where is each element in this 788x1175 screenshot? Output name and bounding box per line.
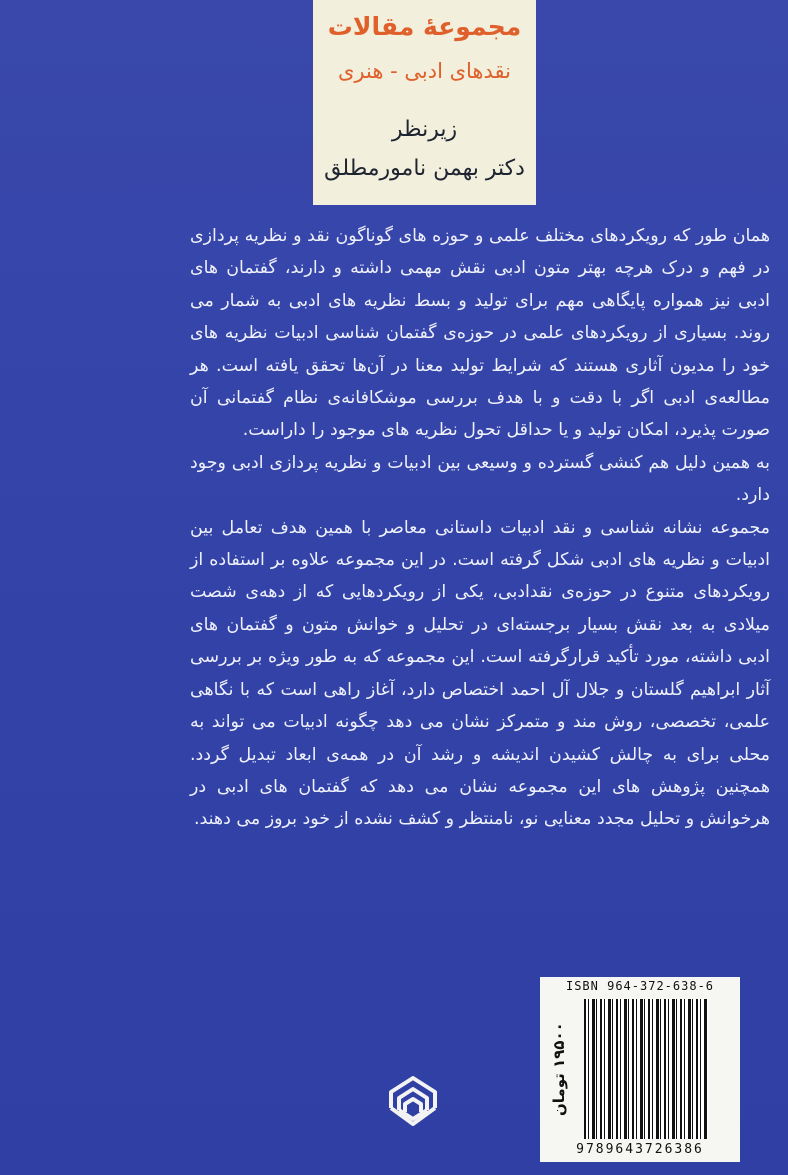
- isbn-text: ISBN 964-372-638-6: [565, 979, 715, 993]
- editor-name: دکتر بهمن نامورمطلق: [324, 156, 525, 181]
- price-barcode-sticker: [540, 977, 740, 1162]
- blurb-text: [190, 220, 770, 836]
- blurb-paragraph: مجموعه نشانه شناسی و نقد ادبیات داستانی معاصر با همین هدف تعامل بین ادبیات و نظریه های ادبی شکل گرفته است. در این مجموعه علاوه بر استفاده از رویکردهای متنوع در حوزه‌ی نقدادبی، یکی از رویکردهایی که از دهه‌ی شصت میلادی به بعد نقش بسیار برجسته‌ای در تحلیل و خوانش متون و گفتمان های ادبی داشته، مورد تأکید قرارگرفته است. این مجموعه که به طور ویژه بر بررسی آثار ابراهیم گلستان و جلال آل احمد اختصاص دارد، آغاز راهی است که با نگاهی علمی، تخصصی، روش مند و متمرکز نشان می دهد چگونه ادبیات می تواند به محلی برای به چالش کشیدن اندیشه و رشد آن در همه‌ی ابعاد تبدیل گردد. همچنین پژوهش های این مجموعه نشان می دهد که گفتمان های ادبی در هرخوانش و تحلیل مجدد معنایی نو، نامنتظر و کشف نشده از خود بروز می دهند.: [190, 517, 770, 830]
- editor-label: زیرنظر: [391, 117, 458, 142]
- barcode-icon: [584, 999, 708, 1139]
- series-subtitle: نقدهای ادبی - هنری: [338, 59, 511, 83]
- blurb-paragraph: به همین دلیل هم کنشی گسترده و وسیعی بین ادبیات و نظریه پردازی ادبی وجود دارد.: [190, 452, 770, 506]
- publisher-arch-logo-icon: [385, 1072, 441, 1132]
- barcode-digits: 9789643726386: [576, 1142, 704, 1157]
- price-label: ۱۹۵۰۰ تومان: [550, 1022, 568, 1116]
- series-title: مجموعهٔ مقالات: [327, 12, 522, 41]
- blurb-paragraph: همان طور که رویکردهای مختلف علمی و حوزه های گوناگون نقد و نظریه پردازی در فهم و درک هرچه بهتر متون ادبی نقش مهمی داشته و دارند، گفتمان های ادبی نیز همواره پایگاهی مهم برای تولید و بسط نظریه های ادبی به شمار می روند. بسیاری از رویکردهای علمی در حوزه‌ی گفتمان شناسی ادبیات نظریه های خود را مدیون آثاری هستند که شرایط تولید معنا در آن‌ها تحقق یافته است. هر مطالعه‌ی ادبی اگر با دقت و با هدف بررسی موشکافانه‌ی نظام گفتمانی آن صورت پذیرد، امکان تولید و یا حداقل تحول نظریه های موجود را داراست.: [190, 226, 770, 441]
- title-box: [313, 0, 536, 205]
